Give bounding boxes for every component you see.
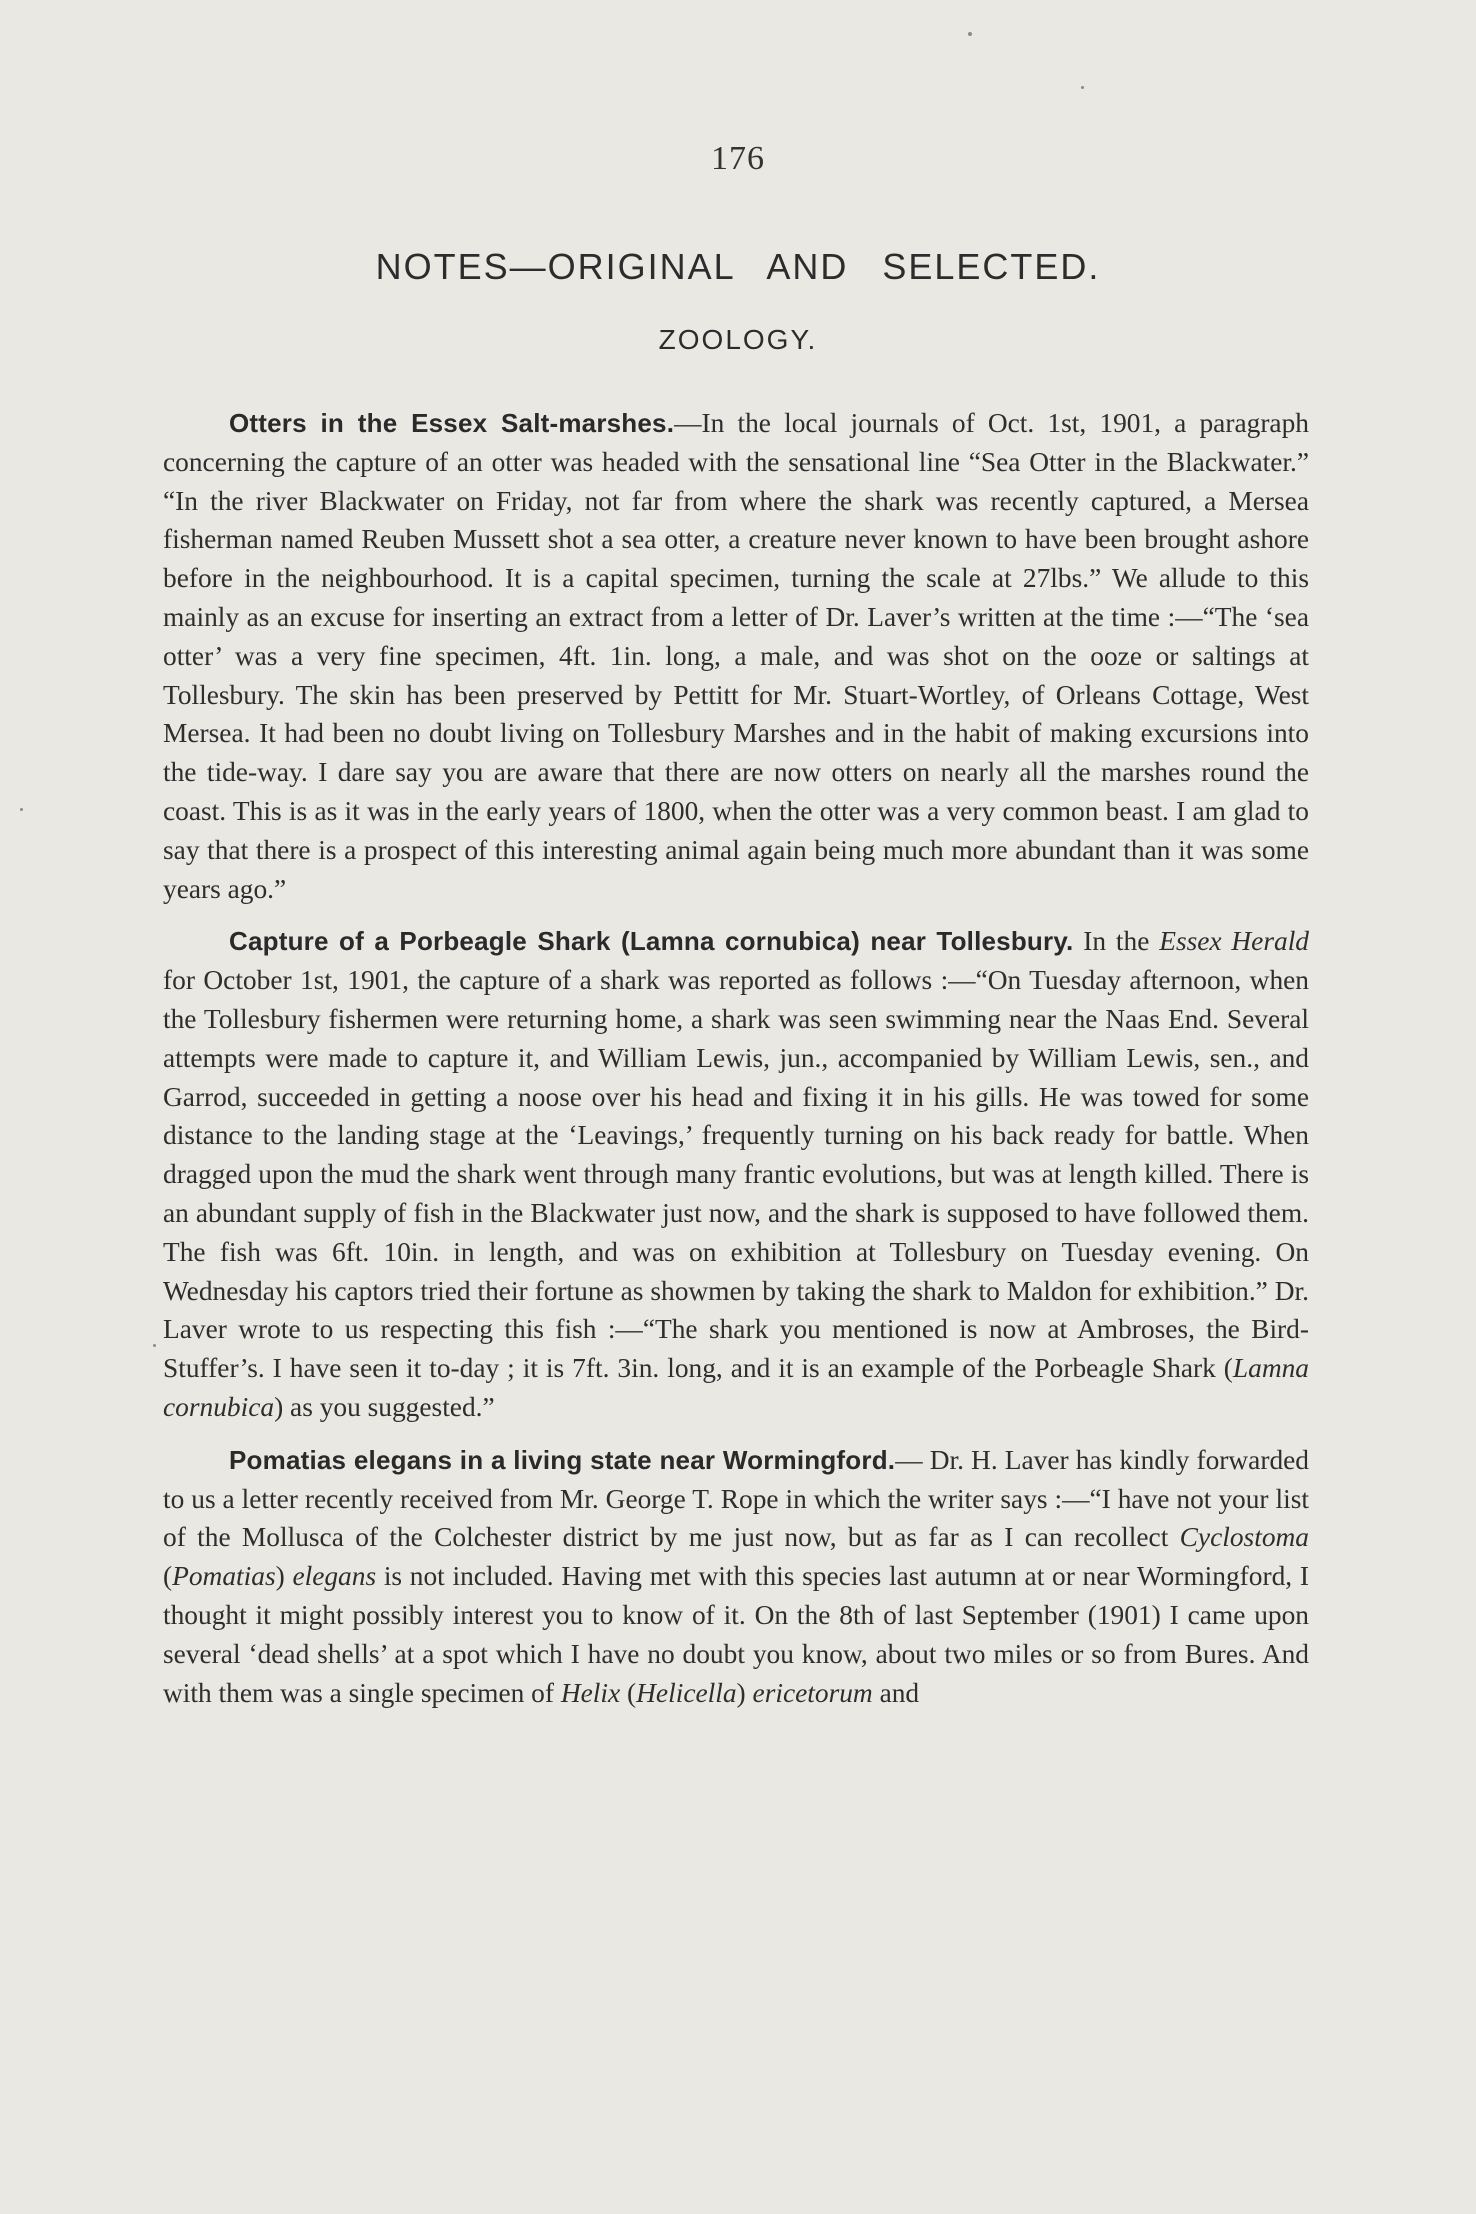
note-text: ) <box>736 1677 753 1708</box>
note-text: and <box>872 1677 920 1708</box>
note-otters <box>163 404 1309 908</box>
note-text: is not included. Having met with this species last autumn at or near Wormingford, I thought it might possibly interest you to know of it. On the 8th of last September (1901) I came upon several ‘dead shells’ at a spot which I have no doubt you know, about two miles or so from Bures. And with them was a single specimen of <box>163 1561 1309 1708</box>
note-text: —In the local journals of Oct. 1st, 1901, a paragraph concerning the capture of an otter was headed with the sensational line “Sea Otter in the Blackwater.” “In the river Blackwater on Friday, not far from where the shark was recently captured, a Mersea fisherman named Reuben Mussett shot a sea otter, a creature never known to have been brought ashore before in the neighbourhood. It is a capital specimen, turning the scale at 27lbs.” We allude to this mainly as an excuse for inserting an extract from a letter of Dr. Laver’s written at the time :—“The ‘sea otter’ was a very fine specimen, 4ft. 1in. long, a male, and was shot on the ooze or saltings at Tollesbury. The skin has been preserved by Pettitt for Mr. Stuart-Wortley, of Orleans Cottage, West Mersea. It had been no doubt living on Tollesbury Marshes and in the habit of making excursions into the tide-way. I dare say you are aware that there are now otters on nearly all the marshes round the coast. This is as it was in the early years of 1800, when the otter was a very common beast. I am glad to say that there is a prospect of this interesting animal again being much more abundant than it was some years ago.” <box>163 408 1309 904</box>
note-heading: Pomatias elegans in a living state near Wormingford. <box>229 1444 896 1475</box>
italic-genus: Cyclostoma <box>1179 1522 1309 1553</box>
italic-species: ericetorum <box>752 1677 873 1708</box>
note-text: — Dr. H. Laver has kindly forwarded to us a letter recently received from Mr. George T. Rope in which the writer says :—“I have not your list of the Mollusca of the Colchester district by me just now, but as far as I can recollect <box>163 1444 1309 1553</box>
note-text: ( <box>163 1561 173 1592</box>
note-text: ) <box>275 1561 293 1592</box>
section-title: NOTES—ORIGINAL AND SELECTED. <box>375 246 1101 287</box>
page-number: 176 <box>711 140 765 177</box>
note-text: for October 1st, 1901, the capture of a shark was reported as follows :—“On Tuesday afternoon, when the Tollesbury fishermen were returning home, a shark was seen swimming near the Naas End. Several attempts were made to capture it, and William Lewis, jun., accompanied by William Lewis, sen., and Garrod, succeeded in getting a noose over his head and fixing it in his gills. He was towed for some distance to the landing stage at the ‘Leavings,’ frequently turning on his back ready for battle. When dragged upon the mud the shark went through many frantic evolutions, but was at length killed. There is an abundant supply of fish in the Blackwater just now, and the shark is supposed to have followed them. The fish was 6ft. 10in. in length, and was on exhibition at Tollesbury on Tuesday evening. On Wednesday his captors tried their fortune as showmen by taking the shark to Maldon for exhibition.” Dr. Laver wrote to us respecting this fish :—“The shark you mentioned is now at Ambroses, the Bird-Stuffer’s. I have seen it to-day ; it is 7ft. 3in. long, and it is an example of the Porbeagle Shark ( <box>163 965 1309 1384</box>
italic-genus: Helix <box>560 1677 621 1708</box>
subsection-title: ZOOLOGY. <box>658 324 818 355</box>
note-text: ( <box>620 1677 637 1708</box>
italic-genus: Pomatias <box>172 1561 276 1592</box>
italic-species: elegans <box>292 1561 377 1592</box>
note-pomatias <box>163 1441 1309 1713</box>
paper-speck <box>1081 86 1084 89</box>
italic-title: Essex Herald <box>1159 926 1309 957</box>
italic-subgenus: Helicella <box>636 1677 737 1708</box>
article-body <box>163 404 1309 1712</box>
note-porbeagle-shark <box>163 922 1309 1426</box>
paper-speck <box>153 1344 156 1347</box>
note-heading: Otters in the Essex Salt-marshes. <box>229 408 675 438</box>
note-text: ) as you suggested.” <box>274 1391 495 1422</box>
paper-speck <box>20 808 23 811</box>
italic-species: Lamna cornubica <box>163 1353 1309 1422</box>
note-text: In the <box>1073 926 1160 957</box>
note-heading: Capture of a Porbeagle Shark (Lamna cornubica) near Tollesbury. <box>229 926 1074 957</box>
paper-speck <box>968 32 972 36</box>
